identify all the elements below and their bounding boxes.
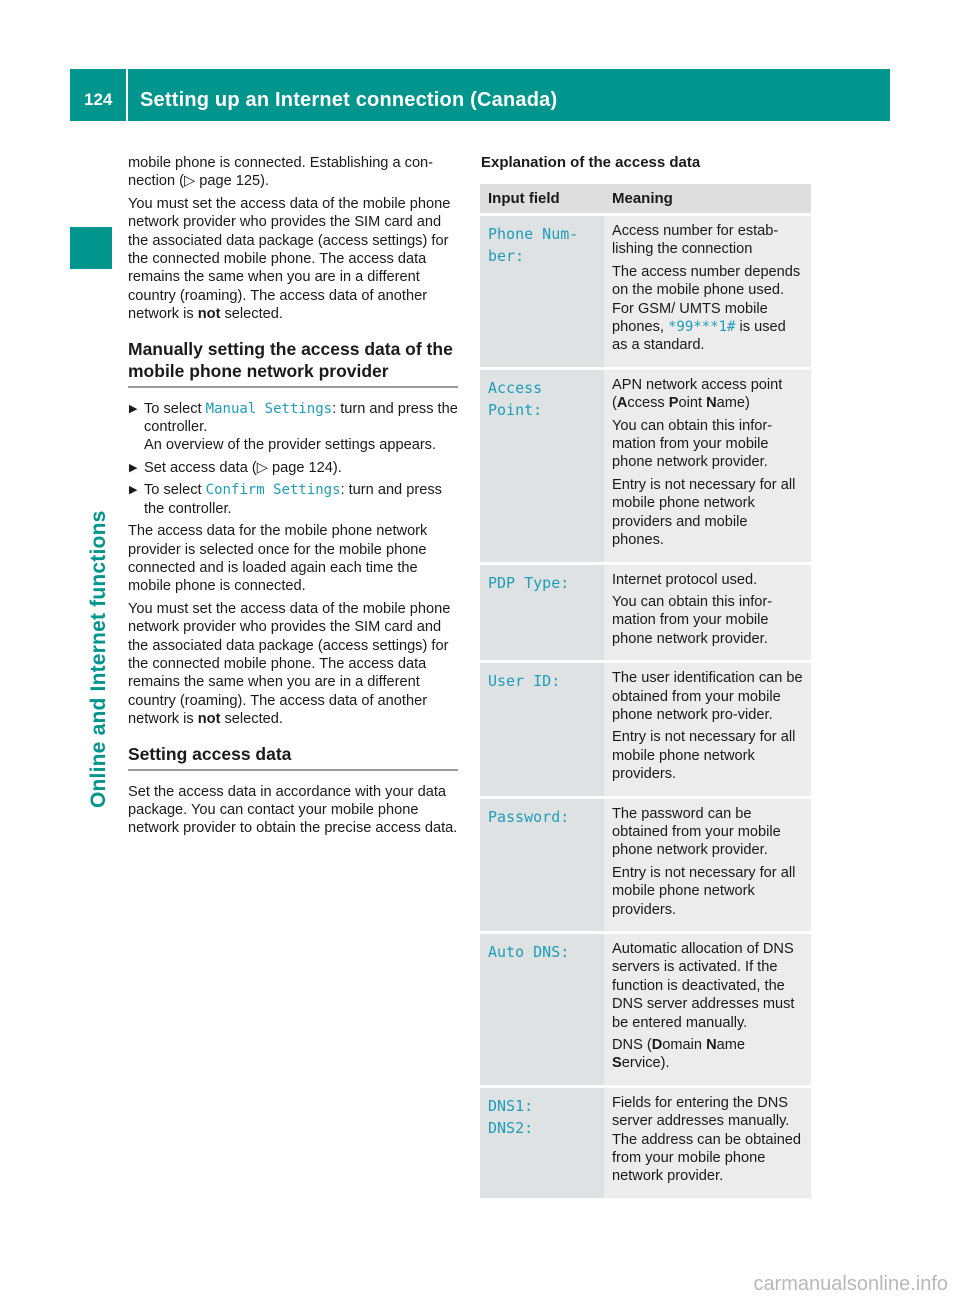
field-user-id: User ID: (488, 672, 561, 691)
menu-item-manual-settings: Manual Settings (205, 400, 333, 417)
right-column (480, 154, 812, 1201)
table-row: Auto DNS: Automatic allocation of DNS servers is activated. If the function is deactivated, the DNS server addresses must be entered manually. DNS (Domain Name Service). (480, 934, 811, 1085)
field-pdp-type: PDP Type: (488, 573, 570, 592)
table-row: User ID: The user identification can be obtained from your mobile phone network pro-vider. Entry is not necessary for all mobile phone network providers. (480, 663, 811, 795)
table-row: Access Point: APN network access point (Access Point Name) You can obtain this infor-mation from your mobile phone network provider. Entry is not necessary for all mobile phone network providers and mobile phones. (480, 370, 811, 562)
table-row: PDP Type: Internet protocol used. You can obtain this infor-mation from your mobile phone network provider. (480, 565, 811, 661)
page-number: 124 (84, 90, 113, 109)
heading-setting-access-data: Setting access data (128, 743, 458, 771)
access-data-table (480, 181, 811, 1201)
table-row: Password: The password can be obtained from your mobile phone network provider. Entry is not necessary for all mobile phone network providers. (480, 799, 811, 931)
paragraph-1: mobile phone is connected. Establishing a con-nection (▷ page 125). (128, 155, 434, 190)
side-tab-label: Online and Internet functions (87, 510, 110, 808)
field-dns1: DNS1: (488, 1096, 534, 1115)
page-header (70, 69, 890, 121)
table-row: DNS1: DNS2: Fields for entering the DNS server addresses manually. The address can be obtained from your mobile phone network provider. (480, 1088, 811, 1198)
paragraph-5: Set the access data in accordance with your data package. You can contact your mobile phone network provider to obtain the precise access data. (128, 783, 458, 837)
paragraph-3: The access data for the mobile phone network provider is selected once for the mobile phone connected and is loaded again each time the mobile phone is connected. (128, 523, 428, 595)
field-password: Password: (488, 807, 570, 826)
heading-manual-settings: Manually setting the access data of the mobile phone network provider (128, 338, 458, 388)
field-auto-dns: Auto DNS: (488, 943, 570, 961)
step-2: ▶ Set access data (▷ page 124). (129, 459, 342, 476)
arrow-right-icon: ▶ (129, 484, 138, 497)
watermark: carmanualsonline.info (753, 1273, 948, 1295)
step-3: ▶ To select Confirm Settings: turn and press the controller. (129, 482, 442, 517)
field-phone-number: Phone Num‐ber: (488, 225, 579, 265)
paragraph-4: You must set the access data of the mobile phone network provider who provides the SIM card and the associated data package (access settings) for the connected mobile phone. The access data remains the same when you are in a different country (roaming). The access data of another network is not selected. (128, 600, 451, 728)
left-column (128, 154, 458, 842)
paragraph-2: You must set the access data of the mobile phone network provider who provides the SIM card and the associated data package (access settings) for the connected mobile phone. The access data remains the same when you are in a different country (roaming). The access data of another network is not selected. (128, 195, 451, 323)
table-row: Phone Num‐ber: Access number for estab-lishing the connection The access number depends on the mobile phone used. For GSM/ UMTS mobile phones, *99***1# is used as a standard. (480, 216, 811, 367)
arrow-right-icon: ▶ (129, 461, 138, 474)
page-title: Setting up an Internet connection (Canada) (140, 89, 558, 111)
side-tab-marker (70, 227, 112, 269)
header-divider (126, 69, 128, 121)
table-title: Explanation of the access data (481, 154, 701, 171)
arrow-right-icon: ▶ (129, 402, 138, 415)
column-header-input-field: Input field (480, 184, 604, 213)
field-dns2: DNS2: (488, 1118, 534, 1137)
step-1: ▶ To select Manual Settings: turn and press the controller. An overview of the provider settings appears. (129, 400, 458, 454)
menu-item-confirm-settings: Confirm Settings (205, 482, 341, 499)
field-access-point: Access Point: (488, 378, 543, 419)
column-header-meaning: Meaning (604, 184, 811, 213)
table-header-row (480, 184, 811, 213)
